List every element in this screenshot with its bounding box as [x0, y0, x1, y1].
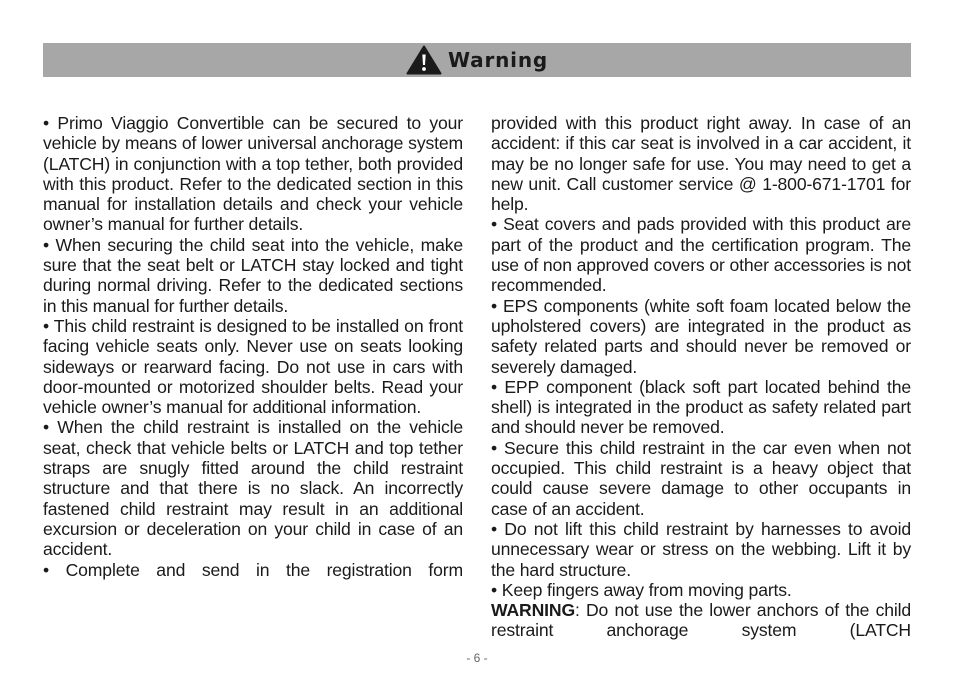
paragraph-latch-installation: • Primo Viaggio Convertible can be secured to your vehicle by means of lower universal anchorage system (LATCH) in conjunction with a top tether, both provided with this product. Refer to the dedicated section in this manual for installation details and check your vehicle owner’s manual for further details.: [43, 113, 463, 235]
paragraph-moving-parts: • Keep fingers away from moving parts.: [491, 579, 792, 600]
paragraph-front-facing-only: • This child restraint is designed to be installed on front facing vehicle seats only. Never use on seats looking sideways or rearward facing. Do not use in cars with door-mounted or motorized shoulder belts. Read your vehicle owner’s manual for additional information.: [43, 315, 463, 418]
paragraph-epp-component: • EPP component (black soft part located behind the shell) is integrated in the product as safety related part and should never be removed.: [491, 376, 911, 438]
final-warning-text: : Do not use the lower anchors of the child restraint anchorage system (LATCH: [491, 600, 911, 641]
warning-title: Warning: [448, 48, 548, 72]
paragraph-secure-when-empty: • Secure this child restraint in the car even when not occupied. This child restraint is a heavy object that could cause severe damage to other occupants in case of an accident.: [491, 437, 911, 519]
paragraph-snug-fit: • When the child restraint is installed on the vehicle seat, check that vehicle belts or LATCH and top tether straps are snugly fitted around the child restraint structure and that there is no slack. An incorrectly fastened child restraint may result in an additional excursion or deceleration on your child in case of an accident.: [43, 417, 463, 560]
paragraph-seat-covers: • Seat covers and pads provided with this product are part of the product and the certification program. The use of non approved covers or other accessories is not recommended.: [491, 214, 911, 296]
paragraph-eps-components: • EPS components (white soft foam located below the upholstered covers) are integrated in the product as safety related parts and should never be removed or severely damaged.: [491, 295, 911, 377]
paragraph-seat-belt-locked: • When securing the child seat into the vehicle, make sure that the seat belt or LATCH stay locked and tight during normal driving. Refer to the dedicated sections in this manual for further details.: [43, 234, 463, 316]
right-column: [491, 113, 911, 641]
warning-banner-content: [406, 45, 548, 75]
final-warning-label: WARNING: [491, 600, 575, 621]
left-column: [43, 113, 463, 580]
paragraph-accident-replacement: provided with this product right away. In case of an accident: if this car seat is involved in a car accident, it may be no longer safe for use. You may need to get a new unit. Call customer service @ 1-800-671-1701 for help.: [491, 113, 911, 215]
warning-banner: [43, 43, 911, 77]
warning-triangle-icon: [406, 45, 442, 75]
paragraph-final-warning: [491, 600, 911, 641]
page-number: - 6 -: [466, 651, 488, 665]
paragraph-do-not-lift-by-harness: • Do not lift this child restraint by harnesses to avoid unnecessary wear or stress on the webbing. Lift it by the hard structure.: [491, 518, 911, 580]
paragraph-registration-form: • Complete and send in the registration form: [43, 559, 463, 580]
